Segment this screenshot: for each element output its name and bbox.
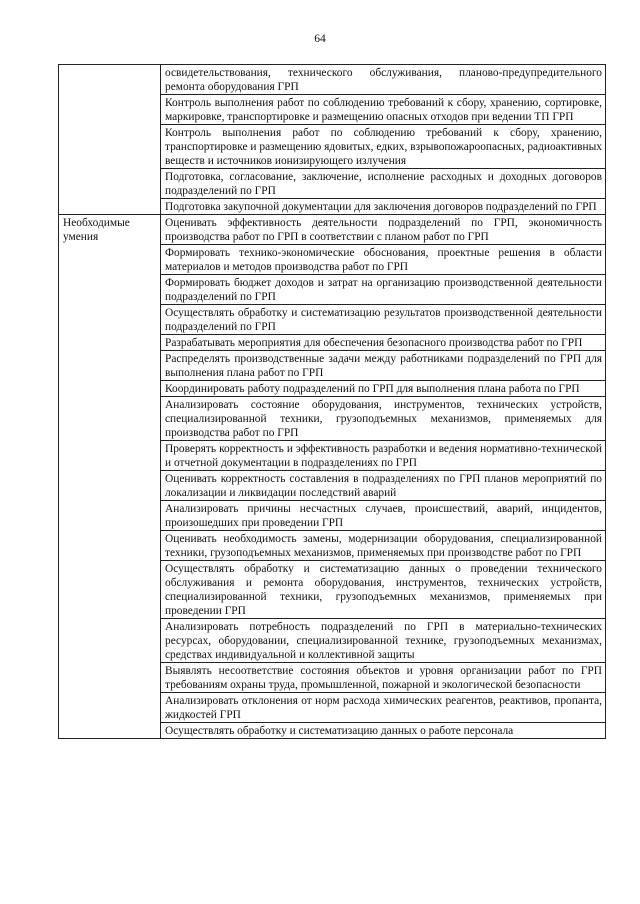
- requirement-cell: Оценивать корректность составления в подразделениях по ГРП планов мероприятий по локализации и ликвидации последствий аварий: [161, 471, 606, 501]
- requirement-cell: Формировать технико-экономические обоснования, проектные решения в области материалов и методов производства работ по ГРП: [161, 245, 606, 275]
- qualification-table: [58, 64, 606, 739]
- requirement-cell: Выявлять несоответствие состояния объектов и уровня организации работ по ГРП требованиям охраны труда, промышленной, пожарной и экологической безопасности: [161, 663, 606, 693]
- section-label-cell: [59, 65, 161, 215]
- table-body: [59, 65, 606, 739]
- requirement-cell: Осуществлять обработку и систематизацию данных о проведении технического обслуживания и ремонта оборудования, инструментов, технических устройств, специализированной техники, грузоподъемных механизмов, применяемых при проведении ГРП: [161, 561, 606, 619]
- requirement-cell: Проверять корректность и эффективность разработки и ведения нормативно-технической и отчетной документации в подразделениях по ГРП: [161, 441, 606, 471]
- requirement-cell: Анализировать отклонения от норм расхода химических реагентов, реактивов, пропанта, жидкостей ГРП: [161, 693, 606, 723]
- table-row: [59, 215, 606, 245]
- table-row: [59, 65, 606, 95]
- requirement-cell: Осуществлять обработку и систематизацию результатов производственной деятельности подразделений по ГРП: [161, 305, 606, 335]
- requirement-cell: Оценивать необходимость замены, модернизации оборудования, специализированной техники, грузоподъемных механизмов, применяемых при производстве работ по ГРП: [161, 531, 606, 561]
- requirement-cell: Анализировать состояние оборудования, инструментов, технических устройств, специализированной техники, грузоподъемных механизмов, применяемых для производства работ по ГРП: [161, 397, 606, 441]
- requirement-cell: Разрабатывать мероприятия для обеспечения безопасного производства работ по ГРП: [161, 335, 606, 351]
- requirement-cell: Контроль выполнения работ по соблюдению требований к сбору, хранению, сортировке, маркировке, транспортировке и размещению опасных отходов при ведении ТП ГРП: [161, 95, 606, 125]
- requirement-cell: Координировать работу подразделений по ГРП для выполнения плана работа по ГРП: [161, 381, 606, 397]
- requirement-cell: Подготовка, согласование, заключение, исполнение расходных и доходных договоров подразделений по ГРП: [161, 169, 606, 199]
- requirement-cell: Формировать бюджет доходов и затрат на организацию производственной деятельности подразделений по ГРП: [161, 275, 606, 305]
- requirement-cell: Осуществлять обработку и систематизацию данных о работе персонала: [161, 723, 606, 739]
- page-number: 64: [314, 33, 326, 45]
- requirement-cell: Распределять производственные задачи между работниками подразделений по ГРП для выполнения плана работ по ГРП: [161, 351, 606, 381]
- requirement-cell: освидетельствования, технического обслуживания, планово-предупредительного ремонта оборудования ГРП: [161, 65, 606, 95]
- requirement-cell: Контроль выполнения работ по соблюдению требований к сбору, хранению, транспортировке и размещению ядовитых, едких, взрывопожароопасных, радиоактивных веществ и источников ионизирующего излучения: [161, 125, 606, 169]
- requirement-cell: Анализировать причины несчастных случаев, происшествий, аварий, инцидентов, произошедших при проведении ГРП: [161, 501, 606, 531]
- section-label-cell: Необходимые умения: [59, 215, 161, 739]
- requirement-cell: Подготовка закупочной документации для заключения договоров подразделений по ГРП: [161, 199, 606, 215]
- requirement-cell: Анализировать потребность подразделений по ГРП в материально-технических ресурсах, оборудовании, специализированной технике, грузоподъемных механизмах, средствах индивидуальной и коллективной защиты: [161, 619, 606, 663]
- requirement-cell: Оценивать эффективность деятельности подразделений по ГРП, экономичность производства работ по ГРП в соответствии с планом работ по ГРП: [161, 215, 606, 245]
